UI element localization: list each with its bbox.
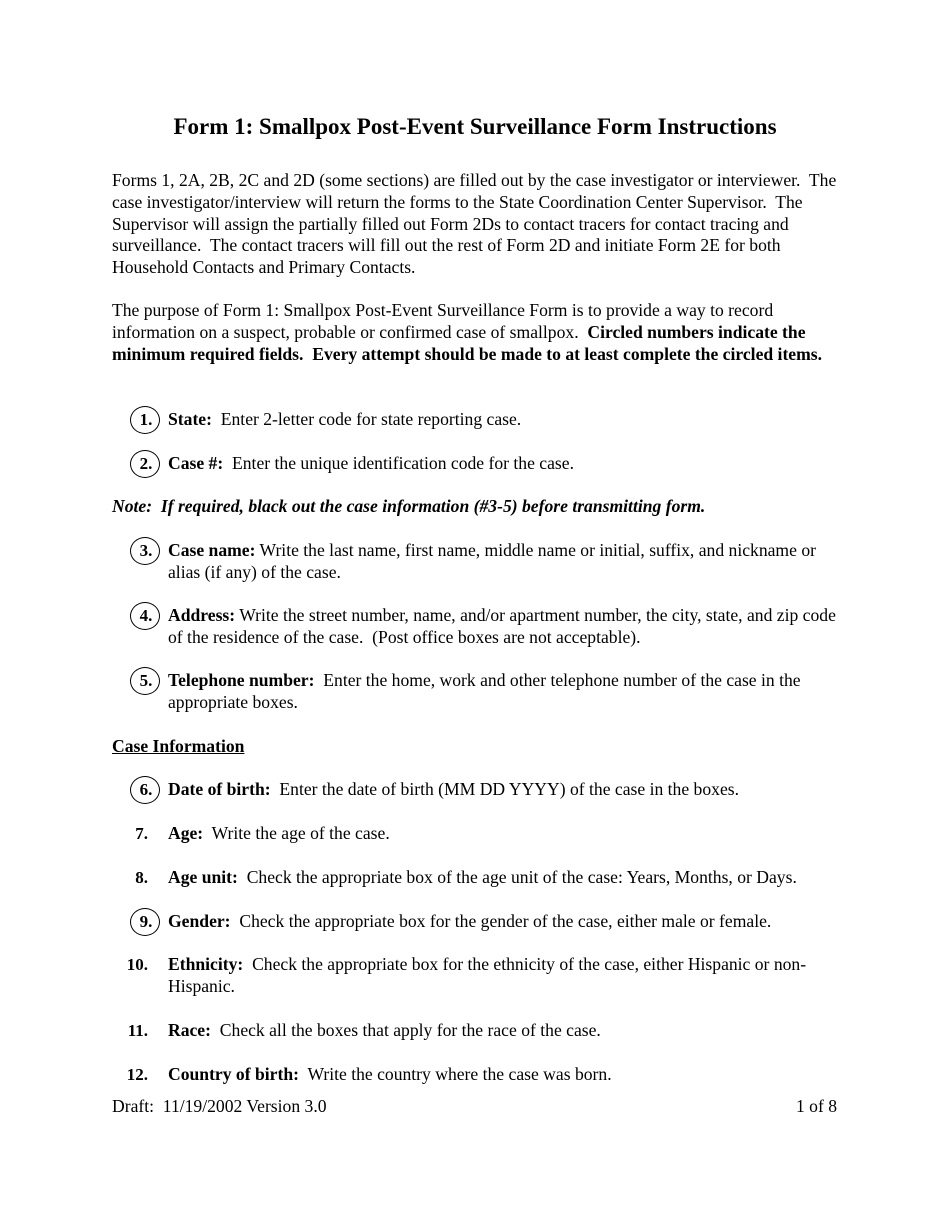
field-description: Write the country where the case was born.: [298, 1064, 612, 1084]
field-description: Write the street number, name, and/or apartment number, the city, state, and zip code of the residence of the case. (Post office boxes are not acceptable).: [168, 605, 841, 647]
field-label: Case #:: [168, 453, 224, 473]
field-description: Check all the boxes that apply for the race of the case.: [210, 1020, 601, 1040]
item-number: 10.: [126, 955, 148, 974]
field-label: State:: [168, 409, 212, 429]
item-text: [168, 867, 844, 889]
field-label: Gender:: [168, 911, 231, 931]
circled-number: 3.: [130, 537, 160, 565]
page-title: Form 1: Smallpox Post-Event Surveillance Form Instructions: [173, 114, 777, 139]
item-number: 12.: [126, 1065, 148, 1084]
item-text: [168, 453, 844, 475]
purpose-text: The purpose of Form 1: Smallpox Post-Event Surveillance Form is to provide a way to record information on a suspect, probable or confirmed case of smallpox.: [112, 300, 778, 342]
item-text: [168, 1020, 844, 1042]
purpose-paragraph: [112, 300, 842, 365]
field-description: Enter the unique identification code for the case.: [223, 453, 574, 473]
circled-number: 1.: [130, 406, 160, 434]
item-text: [168, 911, 844, 933]
field-description: Write the last name, first name, middle name or initial, suffix, and nickname or alias (if any) of the case.: [168, 540, 821, 582]
footer-page-number: 1 of 8: [795, 1096, 837, 1116]
circled-number: 4.: [130, 602, 160, 630]
field-label: Case name:: [168, 540, 256, 560]
footer-draft-version: Draft: 11/19/2002 Version 3.0: [112, 1096, 327, 1116]
item-text: [168, 1064, 844, 1086]
field-label: Ethnicity:: [168, 954, 244, 974]
item-number: 8.: [135, 868, 148, 887]
circled-number: 6.: [130, 776, 160, 804]
field-description: Enter 2-letter code for state reporting case.: [211, 409, 522, 429]
item-text: [168, 540, 844, 584]
circled-number: 5.: [130, 667, 160, 695]
field-description: Check the appropriate box for the ethnicity of the case, either Hispanic or non-Hispanic.: [168, 954, 807, 996]
item-number: 11.: [127, 1021, 148, 1040]
field-description: Enter the date of birth (MM DD YYYY) of the case in the boxes.: [270, 779, 739, 799]
item-text: [168, 954, 844, 998]
item-number: 7.: [135, 824, 148, 843]
field-description: Check the appropriate box for the gender of the case, either male or female.: [230, 911, 772, 931]
item-text: [168, 605, 844, 649]
field-description: Write the age of the case.: [203, 823, 390, 843]
circled-number: 2.: [130, 450, 160, 478]
field-label: Telephone number:: [168, 670, 315, 690]
purpose-required-note: Circled numbers indicate the minimum required fields. Every attempt should be made to at least complete the circled items.: [112, 321, 823, 364]
field-label: Race:: [168, 1020, 211, 1040]
field-label: Age unit:: [168, 867, 238, 887]
item-text: [168, 409, 844, 431]
note-text: Note: If required, black out the case information (#3-5) before transmitting form.: [112, 496, 706, 516]
field-label: Country of birth:: [168, 1064, 299, 1084]
field-label: Address:: [168, 605, 236, 625]
field-description: Enter the home, work and other telephone number of the case in the appropriate boxes.: [168, 670, 805, 712]
item-text: [168, 670, 844, 714]
case-information-heading: Case Information: [112, 736, 245, 756]
field-label: Age:: [168, 823, 204, 843]
field-description: Check the appropriate box of the age unit of the case: Years, Months, or Days.: [237, 867, 797, 887]
item-text: [168, 779, 844, 801]
item-text: [168, 823, 844, 845]
intro-paragraph: Forms 1, 2A, 2B, 2C and 2D (some sections) are filled out by the case investigator or interviewer. The case investigator/interview will return the forms to the State Coordination Center Supervisor. The Supervisor will assign the partially filled out Form 2Ds to contact tracers for contact tracing and surveillance. The contact tracers will fill out the rest of Form 2D and initiate Form 2E for both Household Contacts and Primary Contacts.: [112, 170, 841, 278]
field-label: Date of birth:: [168, 779, 271, 799]
circled-number: 9.: [130, 908, 160, 936]
